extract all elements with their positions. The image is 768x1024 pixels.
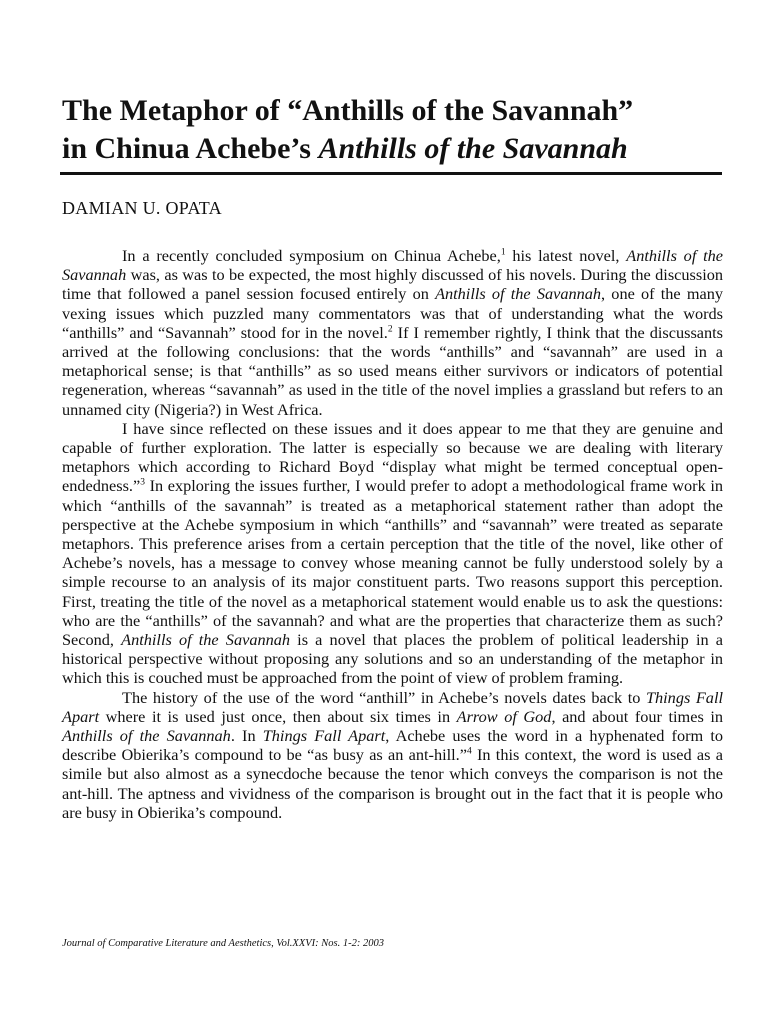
paragraph-text: In a recently concluded symposium on Chinua Achebe, (122, 246, 501, 265)
paragraph-text: , and about four times in (551, 706, 723, 726)
footnote-marker: 2 (387, 324, 393, 335)
paragraph-text: If I remember rightly, I think that the discussants arrived at the following conclusions: that the words “anthills” and “savannah” are used in a metaphorical sense; is that “anthills” as so used means either survivors or indicators of potential regeneration, whereas “savannah” as used in the title of the novel implies a grassland but refers to an unnamed city (Nigeria?) in West Africa. (62, 322, 724, 419)
body-paragraph (62, 419, 723, 688)
footnote-marker: 3 (140, 478, 145, 489)
body-paragraph (62, 688, 723, 822)
paragraph-text: In this context, the word is used as a simile but also almost as a synecdoche because the tenor which conveys the comparison is not the ant-hill. The aptness and vividness of the comparison is brought out in the fact that it is people who are busy in Obierika’s compound. (62, 745, 723, 822)
italic-title-text: Anthills of the Savannah (435, 284, 602, 304)
italic-title-text: Anthills of the Savannah (121, 630, 291, 650)
body-paragraph (62, 246, 723, 419)
italic-title-text: Things Fall Apart (62, 687, 723, 726)
italic-title-text: Arrow of God (456, 706, 552, 726)
paragraph-text: I have since reflected on these issues and it does appear to me that they are genuine and capable of further exploration. The latter is especially so because we are dealing with literary metaphors which according to Richard Boyd “display what might be termed conceptual open-endedness.” (62, 418, 723, 496)
footnote-marker: 4 (466, 746, 472, 757)
paragraph-text: where it is used just once, then about six times in (99, 706, 457, 726)
paragraph-text: is a novel that places the problem of political leadership in a historical perspective without proposing any solutions and so an understanding of the metaphor in which this is couched must be approached from the point of view of problem framing. (62, 630, 723, 688)
paragraph-text: In exploring the issues further, I would prefer to adopt a methodological frame work in which “anthills of the savannah” is treated as a metaphorical statement rather than adopt the perspective at the Achebe symposium in which “anthills” and “savannah” were treated as separate metaphors. This preference arises from a certain perception that the title of the novel, like other of Achebe’s novels, has a message to convey whose meaning cannot be fully understood solely by a simple recourse to an analysis of its major constituent parts. Two reasons support this perception. First, treating the title of the novel as a metaphorical statement would enable us to ask the questions: who are the “anthills” of the savannah? and what are the properties that characterize them as such? Second, (62, 476, 723, 650)
author-name: DAMIAN U. OPATA (62, 198, 222, 218)
footnote-marker: 1 (500, 247, 506, 258)
paragraph-text: . In (230, 726, 263, 746)
article-title (62, 92, 732, 168)
article-body (62, 246, 723, 822)
paragraph-text: , one of the many vexing issues which puzzled many commentators was that of understanding what the words “anthills” and “Savannah” stood for in the novel. (62, 284, 723, 342)
title-line-1: The Metaphor of “Anthills of the Savannah” (62, 94, 634, 127)
title-line-2-prefix: in Chinua Achebe’s (62, 132, 319, 165)
journal-footer: Journal of Comparative Literature and Aesthetics, Vol.XXVI: Nos. 1-2: 2003 (62, 938, 384, 949)
italic-title-text: Things Fall Apart (262, 726, 386, 746)
title-line-2 (62, 130, 732, 168)
paragraph-text: his latest novel, (505, 246, 627, 265)
title-rule (60, 172, 722, 175)
paragraph-text: The history of the use of the word “anthill” in Achebe’s novels dates back to (122, 687, 646, 707)
paragraph-text: , Achebe uses the word in a hyphenated form to describe Obierika’s compound to be “as busy as an ant-hill.” (62, 726, 723, 765)
paragraph-text: was, as was to be expected, the most highly discussed of his novels. During the discussion time that followed a panel session focused entirely on (62, 265, 723, 304)
italic-title-text: Anthills of the Savannah (62, 246, 724, 285)
title-line-2-italic: Anthills of the Savannah (318, 132, 628, 165)
italic-title-text: Anthills of the Savannah (62, 726, 231, 746)
